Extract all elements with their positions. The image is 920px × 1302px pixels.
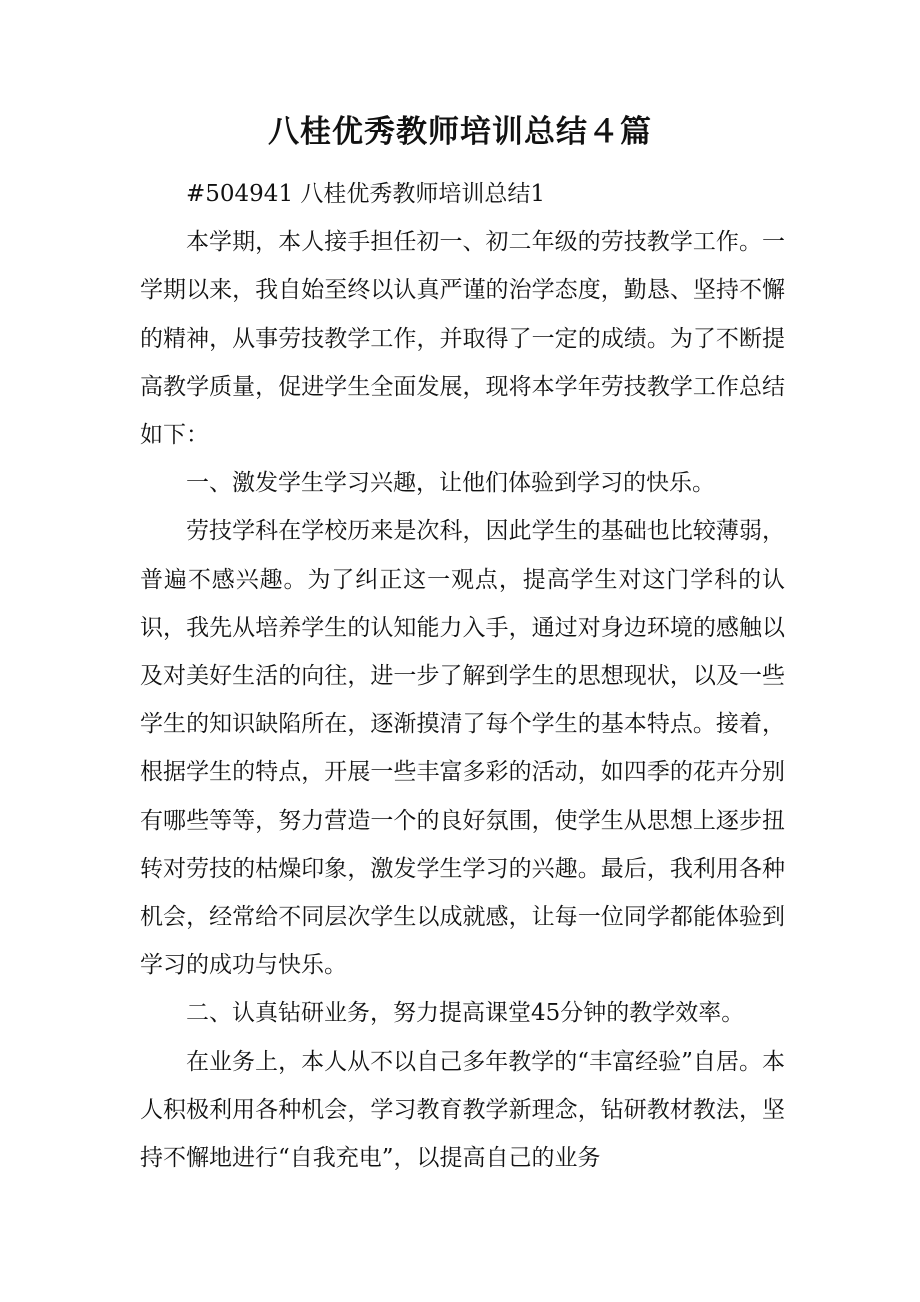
paragraph-section-2: 在业务上，本人从不以自己多年教学的“丰富经验”自居。本人积极利用各种机会，学习教育教学新理念，钻研教材教法，坚持不懈地进行“自我充电”，以提高自己的业务: [140, 1048, 785, 1172]
document-body: [140, 170, 785, 1182]
section-heading-1: 一、激发学生学习兴趣，让他们体验到学习的快乐。: [186, 470, 715, 497]
paragraph-intro: 本学期，本人接手担任初一、初二年级的劳技教学工作。一学期以来，我自始至终以认真严谨的治学态度，勤恳、坚持不懈的精神，从事劳技教学工作，并取得了一定的成绩。为了不断提高教学质量，促进学生全面发展，现将本学年劳技教学工作总结如下：: [140, 229, 785, 449]
section-heading-2: 二、认真钻研业务，努力提高课堂45分钟的教学效率。: [186, 1000, 745, 1027]
paragraph-section-1: 劳技学科在学校历来是次科，因此学生的基础也比较薄弱，普遍不感兴趣。为了纠正这一观点，提高学生对这门学科的认识，我先从培养学生的认知能力入手，通过对身边环境的感触以及对美好生活的向往，进一步了解到学生的思想现状，以及一些学生的知识缺陷所在，逐渐摸清了每个学生的基本特点。接着，根据学生的特点，开展一些丰富多彩的活动，如四季的花卉分别有哪些等等，努力营造一个的良好氛围，使学生从思想上逐步扭转对劳技的枯燥印象，激发学生学习的兴趣。最后，我利用各种机会，经常给不同层次学生以成就感，让每一位同学都能体验到学习的成功与快乐。: [140, 518, 785, 979]
document-subtitle: #504941 八桂优秀教师培训总结1: [186, 181, 546, 207]
document-title: 八桂优秀教师培训总结４篇: [268, 114, 652, 150]
